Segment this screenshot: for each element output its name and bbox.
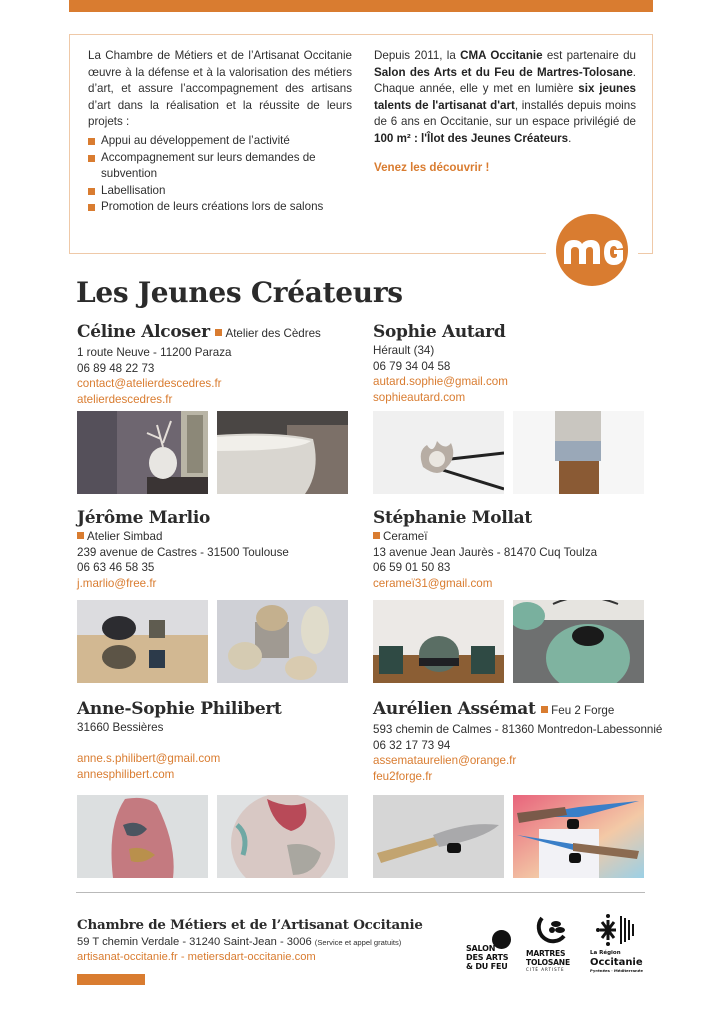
square-bullet-icon (541, 706, 548, 713)
section-title: Les Jeunes Créateurs (76, 276, 403, 309)
creator-name: Stéphanie Mollat (373, 508, 532, 528)
creator-card (77, 698, 377, 782)
creator-email-link[interactable]: contact@atelierdescedres.fr (77, 377, 222, 391)
creator-phone: 06 89 48 22 73 (77, 361, 155, 375)
creator-email-link[interactable]: j.marlio@free.fr (77, 576, 157, 590)
atelier-name: Atelier des Cèdres (225, 327, 321, 340)
creation-photo-jewel (373, 411, 504, 494)
creator-card (373, 507, 673, 591)
creator-name: Anne-Sophie Philibert (77, 699, 282, 719)
creator-name: Jérôme Marlio (77, 508, 211, 528)
creator-name: Aurélien Assémat Feu 2 Forge (373, 699, 615, 719)
service-item: Promotion de leurs créations lors de salons (88, 199, 352, 216)
footer-divider (76, 892, 645, 893)
creator-card (373, 698, 673, 784)
square-bullet-icon (77, 532, 84, 539)
creator-card (77, 321, 377, 407)
creator-address: Hérault (34) (373, 344, 435, 357)
metiers-art-logo (556, 214, 628, 286)
creator-address: 1 route Neuve - 11200 Paraza (77, 346, 232, 359)
creator-phone: 06 59 01 50 83 (373, 561, 451, 575)
creator-website-link[interactable]: annesphilibert.com (77, 767, 175, 781)
creator-address: 31660 Bessières (77, 721, 164, 734)
square-bullet-icon (88, 204, 95, 211)
creator-card (373, 321, 673, 405)
creator-card (77, 507, 377, 591)
footer-org-name: Chambre de Métiers et de l’Artisanat Occitanie (77, 917, 423, 933)
creation-photo-vase (77, 411, 208, 494)
creation-photo-knife-1 (373, 795, 504, 878)
creation-photo-raku-1 (77, 795, 208, 878)
square-bullet-icon (88, 155, 95, 162)
square-bullet-icon (88, 188, 95, 195)
call-to-action: Venez les découvrir ! (374, 160, 490, 174)
creation-photo-teaset (373, 600, 504, 683)
top-accent-bar (69, 0, 653, 12)
creator-email-link[interactable]: anne.s.philibert@gmail.com (77, 752, 221, 766)
address-note: (Service et appel gratuits) (314, 938, 402, 947)
creator-atelier: Cerameï (373, 529, 673, 545)
creator-name: Sophie Autard (373, 322, 506, 342)
services-list (88, 133, 352, 216)
creator-name: Céline Alcoser Atelier des Cèdres (77, 322, 321, 342)
creation-photo-stoneware (217, 600, 348, 683)
square-bullet-icon (215, 329, 222, 336)
intro-paragraph: La Chambre de Métiers et de l’Artisanat Occitanie œuvre à la défense et à la valorisation des métiers d’art, et assure l’accompagnement des artisans d’art dans la réalisation et la réussite de leurs projets : (88, 49, 352, 129)
creation-photo-raku-2 (217, 795, 348, 878)
intro-right-column (374, 48, 636, 176)
creator-website-link[interactable]: atelierdescedres.fr (77, 392, 173, 406)
creator-email-link[interactable]: autard.sophie@gmail.com (373, 375, 508, 389)
intro-left-column (88, 48, 352, 216)
creation-photo-cups (77, 600, 208, 683)
intro-box (69, 34, 653, 254)
footer-address: 59 T chemin Verdale - 31240 Saint-Jean - 3006 (Service et appel gratuits) (77, 936, 402, 948)
service-item: Labellisation (88, 183, 352, 200)
creation-photo-knife-2 (513, 795, 644, 878)
creator-phone: 06 63 46 58 35 (77, 561, 155, 575)
region-occitanie-logo: La Région Occitanie Pyrénées · Méditerranée (590, 910, 652, 980)
creator-address: 13 avenue Jean Jaurès - 81470 Cuq Toulza (373, 545, 598, 559)
square-bullet-icon (88, 138, 95, 145)
occitan-cross-icon (594, 910, 638, 950)
creator-email-link[interactable]: cerameï31@gmail.com (373, 576, 493, 590)
creator-website-link[interactable]: sophieautard.com (373, 390, 466, 404)
creation-photo-bowl (217, 411, 348, 494)
martres-tolosane-logo: MARTRES TOLOSANE CITÉ ARTISTE (526, 912, 582, 978)
atelier-name: Feu 2 Forge (551, 704, 615, 717)
partnership-paragraph: Depuis 2011, la CMA Occitanie est partenaire du Salon des Arts et du Feu de Martres-Tolosane. Chaque année, elle y met en lumière six jeunes talents de l'artisanat d'art, installés depuis moins de 6 ans en Occitanie, sur un espace privilégié de 100 m² : l'Îlot des Jeunes Créateurs. (374, 49, 637, 145)
square-bullet-icon (373, 532, 380, 539)
blank-line (77, 736, 377, 752)
creator-website-link[interactable]: feu2forge.fr (373, 769, 433, 783)
footer-accent-bar (77, 974, 145, 985)
creation-photo-teapot (513, 600, 644, 683)
creator-address: 239 avenue de Castres - 31500 Toulouse (77, 545, 289, 559)
creator-email-link[interactable]: assemataurelien@orange.fr (373, 754, 517, 768)
service-item: Accompagnement sur leurs demandes de subvention (88, 150, 352, 183)
creator-phone: 06 79 34 04 58 (373, 359, 451, 373)
creator-phone: 06 32 17 73 94 (373, 738, 451, 752)
martres-emblem-icon (534, 912, 570, 948)
creation-photo-sculpture (513, 411, 644, 494)
salon-arts-feu-logo: SALON DES ARTS & DU FEU (466, 930, 521, 978)
service-item: Appui au développement de l’activité (88, 133, 352, 150)
footer-website-links[interactable]: artisanat-occitanie.fr - metiersdart-occitanie.com (77, 951, 316, 963)
creator-atelier: Atelier Simbad (77, 529, 377, 545)
creator-address: 593 chemin de Calmes - 81360 Montredon-Labessonnié (373, 723, 663, 736)
